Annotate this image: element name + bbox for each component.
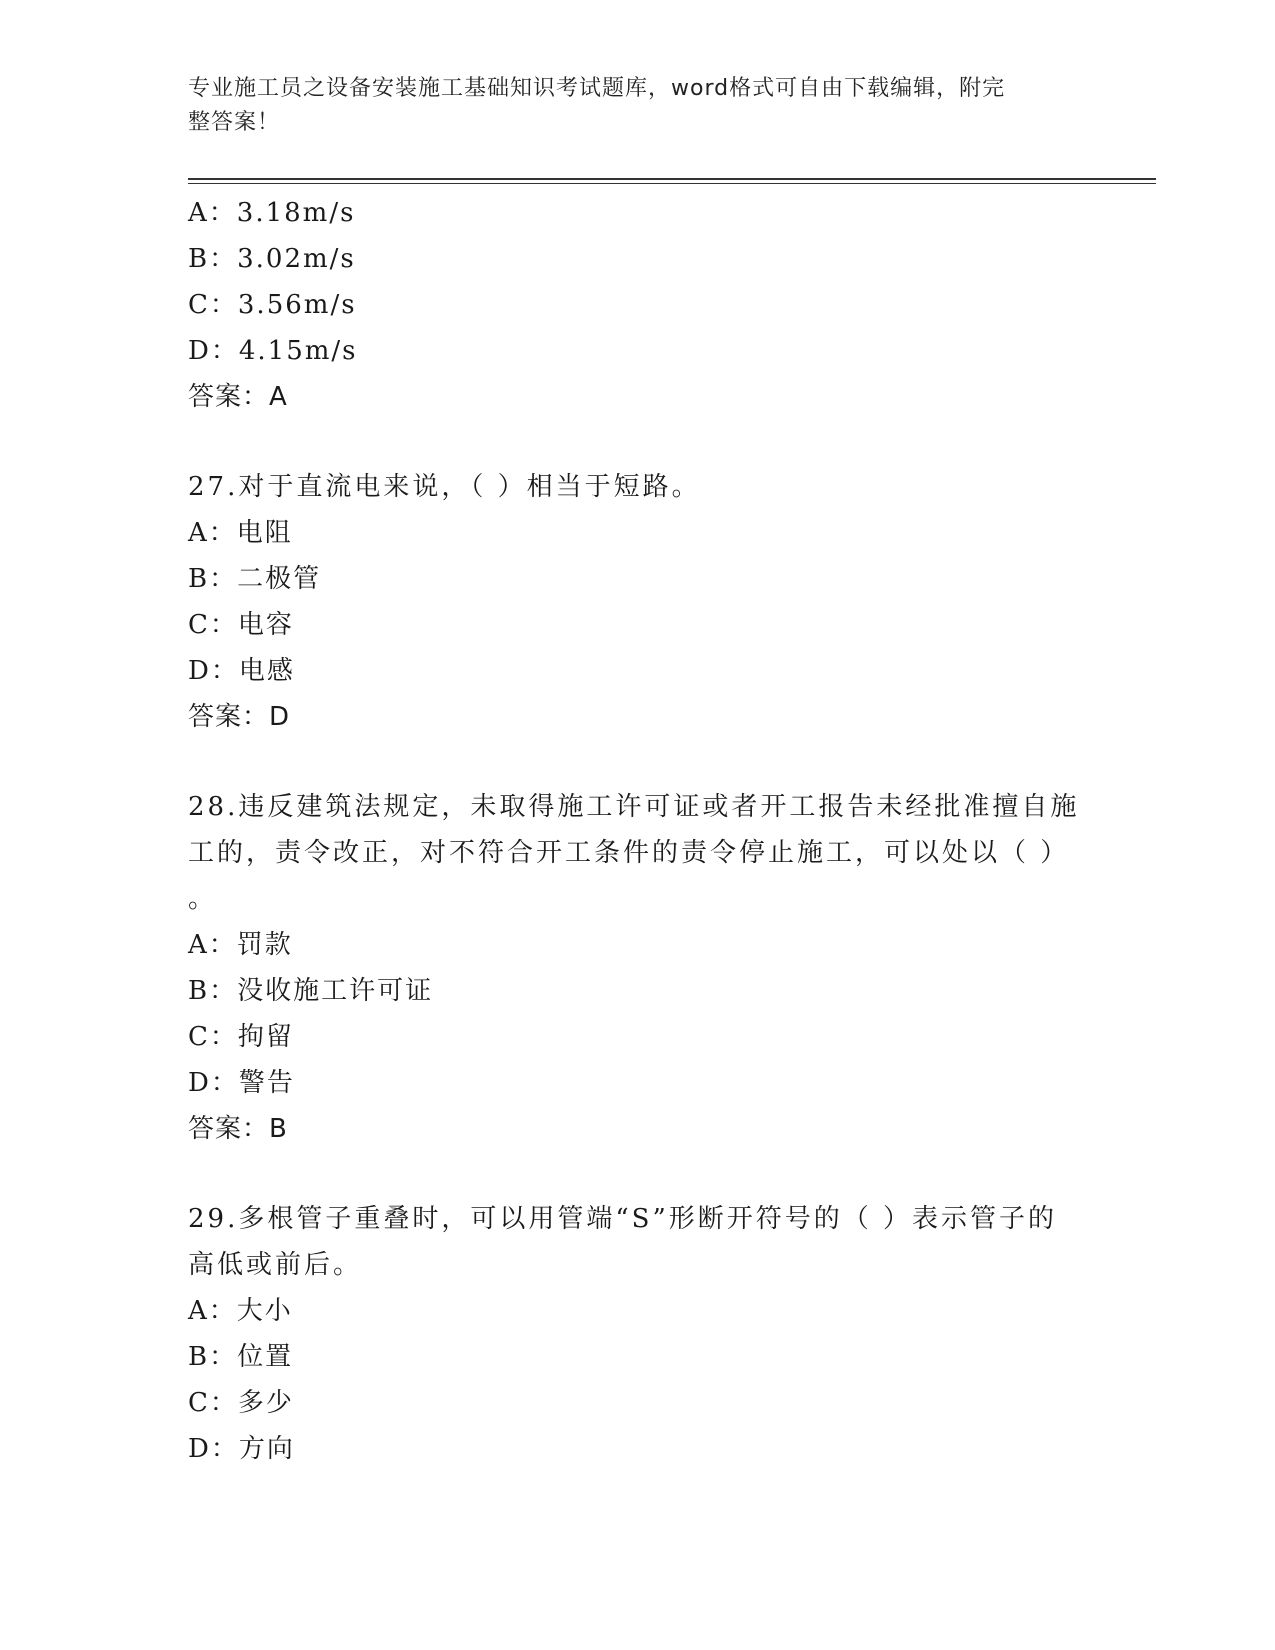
question-28 <box>188 784 1088 1152</box>
option-b: B：没收施工许可证 <box>188 976 434 1006</box>
option-a: A：3.18m/s <box>188 198 356 228</box>
option-d: D：4.15m/s <box>188 336 358 366</box>
question-26 <box>188 190 1088 420</box>
option-c: C：多少 <box>188 1388 294 1418</box>
question-27 <box>188 464 1088 740</box>
option-c: C：拘留 <box>188 1022 294 1052</box>
question-text: 27.对于直流电来说，（ ）相当于短路。 <box>188 472 701 502</box>
option-d: D：电感 <box>188 656 295 686</box>
option-a: A：罚款 <box>188 930 293 960</box>
spacer <box>188 1152 1088 1196</box>
option-c: C：3.56m/s <box>188 290 357 320</box>
question-list <box>188 190 1088 1472</box>
option-a: A：大小 <box>188 1296 293 1326</box>
header-divider-thin <box>188 183 1156 184</box>
option-b: B：二极管 <box>188 564 322 594</box>
option-c: C：电容 <box>188 610 294 640</box>
option-d: D：警告 <box>188 1068 295 1098</box>
spacer <box>188 420 1088 464</box>
document-header <box>188 72 1068 140</box>
option-d: D：方向 <box>188 1434 295 1464</box>
spacer <box>188 740 1088 784</box>
option-b: B：3.02m/s <box>188 244 356 274</box>
answer-label: 答案：D <box>188 702 291 732</box>
question-text-line-3: 。 <box>188 884 215 914</box>
answer-label: 答案：B <box>188 1114 288 1144</box>
question-text-line-1: 28.违反建筑法规定，未取得施工许可证或者开工报告未经批准擅自施 <box>188 792 1080 822</box>
header-divider <box>188 178 1156 180</box>
header-title-line-1: 专业施工员之设备安装施工基础知识考试题库，word格式可自由下载编辑，附完 <box>188 76 1006 101</box>
question-text-line-1: 29.多根管子重叠时，可以用管端“S”形断开符号的（ ）表示管子的 <box>188 1204 1058 1234</box>
header-title-line-2: 整答案！ <box>188 110 281 135</box>
option-b: B：位置 <box>188 1342 294 1372</box>
answer-label: 答案：A <box>188 382 288 412</box>
question-text-line-2: 高低或前后。 <box>188 1250 363 1280</box>
question-29 <box>188 1196 1088 1472</box>
option-a: A：电阻 <box>188 518 293 548</box>
question-text-line-2: 工的，责令改正，对不符合开工条件的责令停止施工，可以处以（ ） <box>188 838 1070 868</box>
